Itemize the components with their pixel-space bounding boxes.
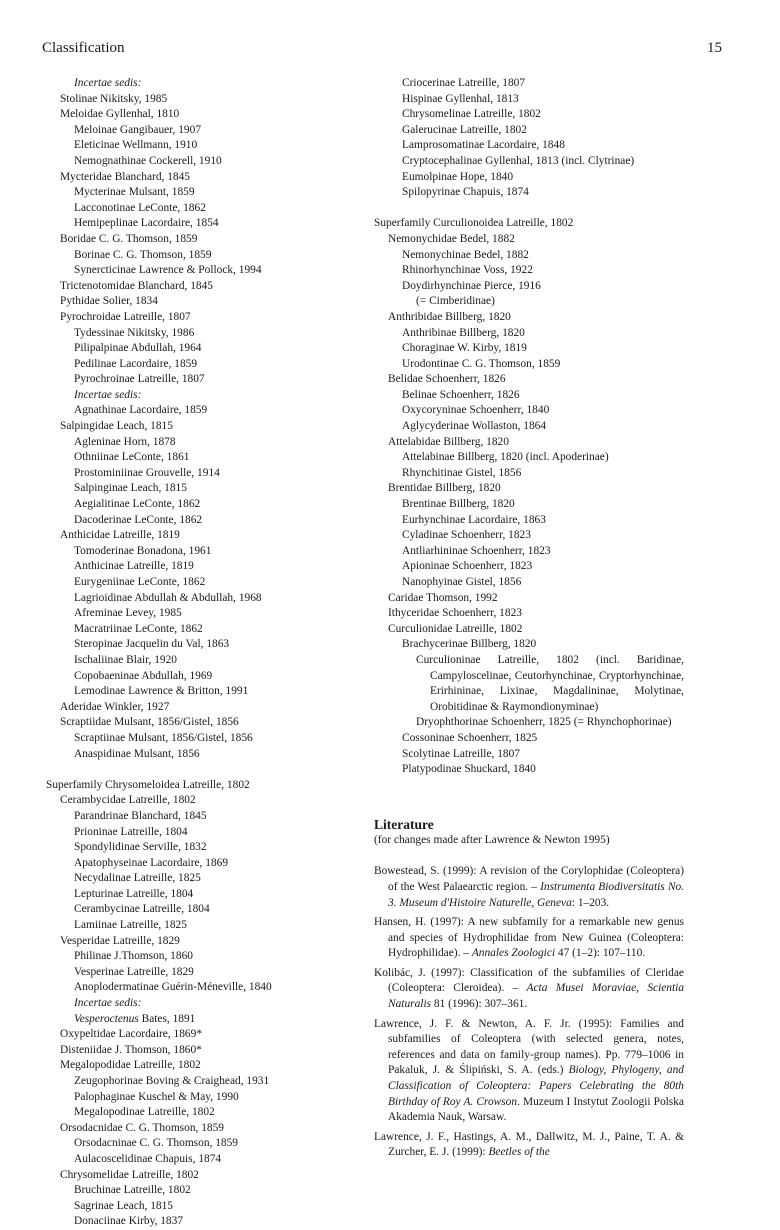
- taxon-line: Lamprosomatinae Lacordaire, 1848: [402, 139, 565, 152]
- taxon-line: Pilipalpinae Abdullah, 1964: [74, 342, 202, 355]
- taxon-line: Lamiinae Latreille, 1825: [74, 919, 187, 932]
- spacer: [46, 762, 376, 778]
- family-line: Aderidae Winkler, 1927: [60, 700, 170, 713]
- taxon-line: Borinae C. G. Thomson, 1859: [74, 248, 212, 261]
- reference-pages: . Muzeum I Instytut Zoologii Polska Akademia Nauk, Warsaw.: [388, 1095, 684, 1124]
- taxon-line: Ischaliinae Blair, 1920: [74, 653, 177, 666]
- taxon-line: Eleticinae Wellmann, 1910: [74, 139, 198, 152]
- reference-entry: [374, 1017, 684, 1126]
- family-line: Attelabidae Billberg, 1820: [388, 435, 509, 448]
- reference-source: Acta Musei Moraviae, Scientia Naturalis: [388, 982, 685, 1011]
- reference-pages: : 1–203.: [571, 896, 610, 909]
- taxon-line: Aglycyderinae Wollaston, 1864: [402, 420, 547, 433]
- taxon-line: Choraginae W. Kirby, 1819: [402, 342, 527, 355]
- family-line: Disteniidae J. Thomson, 1860*: [60, 1043, 202, 1056]
- family-line: Salpingidae Leach, 1815: [60, 420, 173, 433]
- taxon-line: Necydalinae Latreille, 1825: [74, 872, 201, 885]
- page-number: 15: [707, 40, 722, 56]
- family-line: Anthribidae Billberg, 1820: [388, 310, 511, 323]
- taxon-line: Curculioninae Latreille, 1802 (incl. Baridinae, Campyloscelinae, Ceutorhynchinae, Cryptorhynchinae, Erirhininae, Lixinae, Magdalininae, Molytinae, Orobitidinae & Raymondionyminae): [416, 653, 684, 713]
- taxon-line: Criocerinae Latreille, 1807: [402, 77, 526, 89]
- taxon-line: Anthribinae Billberg, 1820: [402, 326, 525, 339]
- taxon-line: Mycterinae Mulsant, 1859: [74, 186, 195, 199]
- family-line: Scraptiidae Mulsant, 1856/Gistel, 1856: [60, 716, 239, 729]
- taxon-line: Prostominiinae Grouvelle, 1914: [74, 466, 220, 479]
- reference-entry: [374, 864, 684, 911]
- taxon-line: Platypodinae Shuckard, 1840: [402, 763, 536, 776]
- reference-text: Hansen, H. (1997): A new subfamily for a remarkable new genus and species of Hydrophilidae from New Guinea (Coleoptera: Hydrophilidae). –: [374, 916, 684, 960]
- taxon-line: Belinae Schoenherr, 1826: [402, 388, 520, 401]
- taxon-line: Chrysomelinae Latreille, 1802: [402, 108, 541, 121]
- reference-text: Bowestead, S. (1999): A revision of the Corylophidae (Coleoptera) of the West Palaearctic region. –: [374, 865, 684, 893]
- taxon-line: Eurygeniinae LeConte, 1862: [74, 576, 206, 588]
- family-line: Cerambycidae Latreille, 1802: [60, 794, 196, 807]
- family-line: Nemonychidae Bedel, 1882: [388, 232, 515, 245]
- taxon-line: Lacconotinae LeConte, 1862: [74, 201, 206, 214]
- taxon-line: Dryophthorinae Schoenherr, 1825 (= Rhynchophorinae): [416, 716, 672, 729]
- taxon-line: Copobaeninae Abdullah, 1969: [74, 669, 213, 682]
- family-line: Orsodacnidae C. G. Thomson, 1859: [60, 1121, 224, 1134]
- reference-list: [374, 864, 684, 1161]
- taxon-line: Agleninae Horn, 1878: [74, 435, 176, 448]
- taxon-line: Afreminae Levey, 1985: [74, 607, 182, 620]
- right-column: [374, 76, 684, 1165]
- family-line: Pyrochroidae Latreille, 1807: [60, 310, 191, 323]
- taxon-line: Othniinae LeConte, 1861: [74, 451, 190, 464]
- taxon-line: Incertae sedis:: [74, 997, 142, 1010]
- taxon-line: Apatophyseinae Lacordaire, 1869: [74, 856, 229, 869]
- taxon-line: Oxycoryninae Schoenherr, 1840: [402, 404, 550, 417]
- taxon-line: Nanophyinae Gistel, 1856: [402, 576, 522, 588]
- taxon-line: Lemodinae Lawrence & Britton, 1991: [74, 685, 249, 698]
- taxon-line: Lepturinae Latreille, 1804: [74, 887, 194, 900]
- taxon-line: Cossoninae Schoenherr, 1825: [402, 731, 538, 744]
- taxon-line: Eumolpinae Hope, 1840: [402, 170, 514, 183]
- taxon-line: Scolytinae Latreille, 1807: [402, 747, 520, 760]
- family-line: Belidae Schoenherr, 1826: [388, 373, 506, 386]
- taxon-line: Doydirhynchinae Pierce, 1916: [402, 279, 541, 292]
- reference-source: Instrumenta Biodiversitatis No. 3. Museum d'Histoire Naturelle, Geneva: [388, 880, 684, 909]
- taxon-line: Rhinorhynchinae Voss, 1922: [402, 264, 533, 277]
- reference-text: Lawrence, J. F. & Newton, A. F. Jr. (1995): Families and subfamilies of Coleoptera (with selected genera, notes, references and data on family-group names). Pp. 779–1006 in Pakaluk, J. & Ślipiński, S. A. (eds.): [374, 1017, 684, 1077]
- taxon-line: Brachycerinae Billberg, 1820: [402, 638, 537, 651]
- literature-section: [374, 816, 684, 1161]
- taxon-line: Donaciinae Kirby, 1837: [74, 1215, 184, 1228]
- family-line: Ithyceridae Schoenherr, 1823: [388, 607, 522, 620]
- taxon-line: Macratriinae LeConte, 1862: [74, 622, 203, 635]
- family-line: Caridae Thomson, 1992: [388, 591, 498, 604]
- taxon-line: Synercticinae Lawrence & Pollock, 1994: [74, 264, 262, 277]
- taxon-line: Nemognathinae Cockerell, 1910: [74, 154, 222, 167]
- taxon-line: Antliarhininae Schoenherr, 1823: [402, 544, 551, 557]
- reference-source: Beetles of the: [488, 1146, 550, 1159]
- taxon-line: Spondylidinae Serville, 1832: [74, 841, 207, 854]
- reference-pages: 81 (1996): 307–361.: [431, 998, 528, 1011]
- reference-entry: [374, 1130, 684, 1161]
- literature-title: Literature: [374, 816, 434, 832]
- taxon-line: Zeugophorinae Boving & Craighead, 1931: [74, 1075, 270, 1087]
- family-line: Megalopodidae Latreille, 1802: [60, 1059, 201, 1072]
- literature-subtitle: (for changes made after Lawrence & Newton 1995): [374, 833, 610, 846]
- family-line: Curculionidae Latreille, 1802: [388, 622, 523, 635]
- taxon-line: Cerambycinae Latreille, 1804: [74, 903, 210, 916]
- taxon-line: Lagrioidinae Abdullah & Abdullah, 1968: [74, 591, 262, 604]
- taxon-line: Nemonychinae Bedel, 1882: [402, 248, 529, 261]
- taxon-line: Tydessinae Nikitsky, 1986: [74, 326, 195, 339]
- family-line: Trictenotomidae Blanchard, 1845: [60, 279, 214, 292]
- taxon-line: Anthicinae Latreille, 1819: [74, 560, 194, 573]
- family-line: Brentidae Billberg, 1820: [388, 482, 501, 495]
- taxon-line: Anaspidinae Mulsant, 1856: [74, 747, 200, 760]
- taxon-line: Steropinae Jacquelin du Val, 1863: [74, 638, 230, 651]
- taxon-line: Megalopodinae Latreille, 1802: [74, 1106, 215, 1119]
- taxon-line: Anoplodermatinae Guérin-Méneville, 1840: [74, 981, 272, 994]
- reference-pages: 47 (1–2): 107–110.: [555, 947, 646, 960]
- family-line: Stolinae Nikitsky, 1985: [60, 92, 168, 105]
- superfamily-line: Superfamily Chrysomeloidea Latreille, 1802: [46, 778, 250, 791]
- taxon-line: Sagrinae Leach, 1815: [74, 1199, 173, 1212]
- reference-entry: [374, 915, 684, 962]
- family-line: Oxypeltidae Lacordaire, 1869*: [60, 1028, 203, 1041]
- taxon-line: Cryptocephalinae Gyllenhal, 1813 (incl. Clytrinae): [402, 154, 635, 167]
- taxon-line: (= Cimberidinae): [416, 295, 495, 308]
- family-line: Pythidae Solier, 1834: [60, 295, 158, 308]
- left-column: [46, 76, 376, 1230]
- superfamily-line: Superfamily Curculionoidea Latreille, 1802: [374, 217, 574, 230]
- taxon-line: Philinae J.Thomson, 1860: [74, 950, 193, 963]
- taxon-line: Vesperinae Latreille, 1829: [74, 965, 194, 978]
- genus-name: Vesperoctenus: [74, 1012, 139, 1025]
- taxon-line: Apioninae Schoenherr, 1823: [402, 560, 533, 573]
- taxon-line: Aulacoscelidinae Chapuis, 1874: [74, 1152, 222, 1165]
- taxon-line: Bruchinae Latreille, 1802: [74, 1184, 191, 1197]
- taxon-line: Aegialitinae LeConte, 1862: [74, 498, 201, 511]
- taxon-line: Agnathinae Lacordaire, 1859: [74, 404, 208, 417]
- taxon-line: Galerucinae Latreille, 1802: [402, 123, 527, 136]
- taxon-line: Hispinae Gyllenhal, 1813: [402, 92, 519, 105]
- taxon-line: Pedilinae Lacordaire, 1859: [74, 357, 198, 370]
- taxon-line: Dacoderinae LeConte, 1862: [74, 513, 203, 526]
- taxon-line: Incertae sedis:: [74, 77, 142, 89]
- family-line: Anthicidae Latreille, 1819: [60, 529, 180, 542]
- running-header: Classification: [42, 40, 125, 56]
- family-line: Mycteridae Blanchard, 1845: [60, 170, 190, 183]
- taxon-line: Tomoderinae Bonadona, 1961: [74, 544, 212, 557]
- reference-entry: [374, 966, 684, 1013]
- taxon-line: Vesperoctenus Bates, 1891: [74, 1012, 196, 1025]
- taxon-line: Brentinae Billberg, 1820: [402, 498, 515, 511]
- taxon-line: Spilopyrinae Chapuis, 1874: [402, 186, 529, 199]
- reference-text: Kolibác, J. (1997): Classification of the subfamilies of Cleridae (Coleoptera: Cleroidea). –: [374, 966, 684, 995]
- taxon-line: Hemipeplinae Lacordaire, 1854: [74, 217, 219, 230]
- family-line: Meloidae Gyllenhal, 1810: [60, 108, 180, 121]
- family-line: Vesperidae Latreille, 1829: [60, 934, 180, 947]
- family-line: Boridae C. G. Thomson, 1859: [60, 232, 198, 245]
- taxon-line: Scraptiinae Mulsant, 1856/Gistel, 1856: [74, 731, 253, 744]
- spacer: [374, 201, 684, 217]
- taxon-line: Prioninae Latreille, 1804: [74, 825, 188, 838]
- taxon-line: Urodontinae C. G. Thomson, 1859: [402, 357, 561, 370]
- taxon-line: Orsodacninae C. G. Thomson, 1859: [74, 1137, 238, 1150]
- reference-source: Biology, Phylogeny, and Classification of Coleoptera: Papers Celebrating the 80th Birthday of Roy A. Crowson: [388, 1064, 684, 1108]
- taxon-list-right: [374, 76, 684, 778]
- taxon-line: Palophaginae Kuschel & May, 1990: [74, 1090, 239, 1103]
- taxon-line: Eurhynchinae Lacordaire, 1863: [402, 513, 546, 526]
- taxon-line: Rhynchitinae Gistel, 1856: [402, 466, 522, 479]
- taxon-line: Salpinginae Leach, 1815: [74, 482, 187, 495]
- taxon-line: Meloinae Gangibauer, 1907: [74, 123, 202, 136]
- taxon-line: Pyrochroinae Latreille, 1807: [74, 373, 205, 386]
- taxon-line: Attelabinae Billberg, 1820 (incl. Apoderinae): [402, 451, 609, 464]
- taxon-line: Incertae sedis:: [74, 388, 142, 401]
- reference-text: Lawrence, J. F., Hastings, A. M., Dallwitz, M. J., Paine, T. A. & Zurcher, E. J. (1999):: [374, 1130, 684, 1159]
- taxon-line: Parandrinae Blanchard, 1845: [74, 809, 207, 822]
- reference-source: Annales Zoologici: [471, 947, 556, 960]
- family-line: Chrysomelidae Latreille, 1802: [60, 1168, 199, 1181]
- taxon-line: Cyladinae Schoenherr, 1823: [402, 529, 531, 542]
